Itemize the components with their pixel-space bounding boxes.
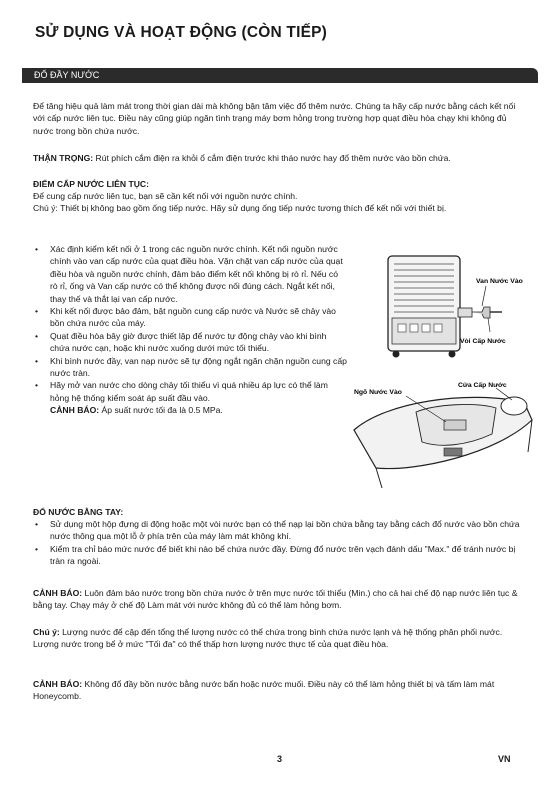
- manual-bullet-list: [33, 518, 527, 568]
- note2-paragraph: [33, 626, 527, 651]
- figure1-label-bottom: Vòi Cấp Nước: [460, 338, 506, 345]
- manual-heading: [33, 506, 527, 518]
- list-item: • Hãy mở van nước cho dòng chảy tối thiểu vì quá nhiều áp lực có thể làm hỏng hệ thống kiểm soát áp suất đầu vào.: [33, 379, 348, 404]
- warning2-text: Luôn đảm bảo nước trong bồn chứa nước ở trên mực nước tối thiểu (Min.) cho cả hai chế độ nạp nước liên tục & bằng tay. Chạy máy ở chế độ Làm mát với nước không đủ có thể làm hỏng bơm.: [33, 588, 518, 611]
- list-item: • Khi kết nối được bảo đảm, bật nguồn cung cấp nước và Nước sẽ chảy vào bồn chứa nước của máy.: [33, 305, 348, 330]
- cooler-connection-figure: [378, 248, 538, 363]
- continuous-heading-text: ĐIỂM CẤP NƯỚC LIÊN TỤC:: [33, 179, 149, 189]
- language-code: VN: [498, 754, 511, 764]
- note2-text: Lượng nước để cập đến tổng thể lượng nước có thể chứa trong bình chứa nước lạnh và hệ thống phân phối nước. Lượng nước trong bể ở mức "Tối đa" có thể thấp hơn lượng nước thực tế của quạt điều hòa.: [33, 627, 503, 650]
- caution-paragraph: [33, 152, 527, 164]
- note2-label: Chú ý:: [33, 627, 60, 637]
- caution-text: Rút phích cắm điện ra khỏi ổ cắm điện trước khi tháo nước hay đổ thêm nước vào bồn chứa.: [93, 153, 451, 163]
- continuous-line1: Để cung cấp nước liên tục, bạn sẽ cần kết nối với nguồn nước chính.: [33, 191, 298, 201]
- continuous-bullet-list: [33, 243, 348, 417]
- figure1-label-top: Van Nước Vào: [476, 278, 523, 285]
- continuous-note: Chú ý: Thiết bị không bao gồm ống tiếp nước. Hãy sử dụng ống tiếp nước tương thích để kết nối với thiết bị.: [33, 203, 447, 213]
- list-item: • Quạt điều hòa bây giờ được thiết lập để nước tự động chảy vào khi bình chứa nước cạn, hoặc khi nước xuống dưới mức tối thiểu.: [33, 330, 348, 355]
- figure2-label-left: Ngõ Nước Vào: [354, 389, 402, 396]
- warning3-label: CẢNH BÁO:: [33, 679, 83, 689]
- pressure-warning-text: Áp suất nước tối đa là 0.5 MPa.: [99, 405, 223, 416]
- warning3-paragraph: [33, 678, 527, 703]
- top-fill-figure: [346, 372, 538, 490]
- page-title: SỬ DỤNG VÀ HOẠT ĐỘNG (CÒN TIẾP): [35, 24, 328, 41]
- continuous-heading: [33, 178, 527, 190]
- list-item: • Khi bình nước đầy, van nạp nước sẽ tự động ngắt ngăn chặn nguồn cung cấp nước tràn.: [33, 355, 348, 380]
- list-item: • Sử dụng một hộp đựng di động hoặc một vòi nước bạn có thể nạp lại bồn chứa bằng tay bằng cách đổ nước vào bồn chứa nước thông qua một lỗ ở phía trên của máy làm mát không khí.: [33, 518, 527, 543]
- page-number: 3: [277, 754, 283, 764]
- list-item: • Kiểm tra chỉ báo mức nước để biết khi nào bể chứa nước đầy. Đừng đổ nước trên vạch đánh dấu "Max." để tránh nước bị tràn ra ngoài.: [33, 543, 527, 568]
- warning2-label: CẢNH BÁO:: [33, 588, 83, 598]
- warning2-paragraph: [33, 587, 527, 612]
- section-header: ĐỔ ĐẦY NƯỚC: [22, 68, 538, 83]
- warning3-text: Không đổ đầy bồn nước bằng nước bẩn hoặc nước muối. Điều này có thể làm hỏng thiết bị và tấm làm mát Honeycomb.: [33, 679, 495, 702]
- manual-heading-text: ĐỔ NƯỚC BẰNG TAY:: [33, 507, 124, 517]
- intro-paragraph: Để tăng hiệu quả làm mát trong thời gian dài mà không bận tâm việc đổ thêm nước. Chúng ta hãy cấp nước bằng cách kết nối với cấp nước liên tục. Điều này cũng giúp ngăn tình trạng máy bơm hỏng trong trường hợp quạt điều hòa chạy khi không đủ nước trong bồn chứa nước.: [33, 101, 516, 136]
- caution-label: THẬN TRỌNG:: [33, 153, 94, 163]
- pressure-warning-label: CẢNH BÁO:: [50, 405, 100, 416]
- figure2-label-right: Cửa Cấp Nước: [458, 382, 507, 389]
- pressure-warning: [33, 404, 348, 416]
- list-item: • Xác định kiểm kết nối ở 1 trong các nguồn nước chính. Kết nối nguồn nước chính vào van cấp nước của quạt điều hòa. Vặn chặt van cấp nước của quạt điều hòa và nguồn nước chính, đảm bảo điểm kết nối không bị rò rỉ. Nếu có rò rỉ, ống và Van cấp nước có thể không được nối đúng cách. Ngắt kết nối, thay thế và thắt lại van cấp nước.: [33, 243, 348, 305]
